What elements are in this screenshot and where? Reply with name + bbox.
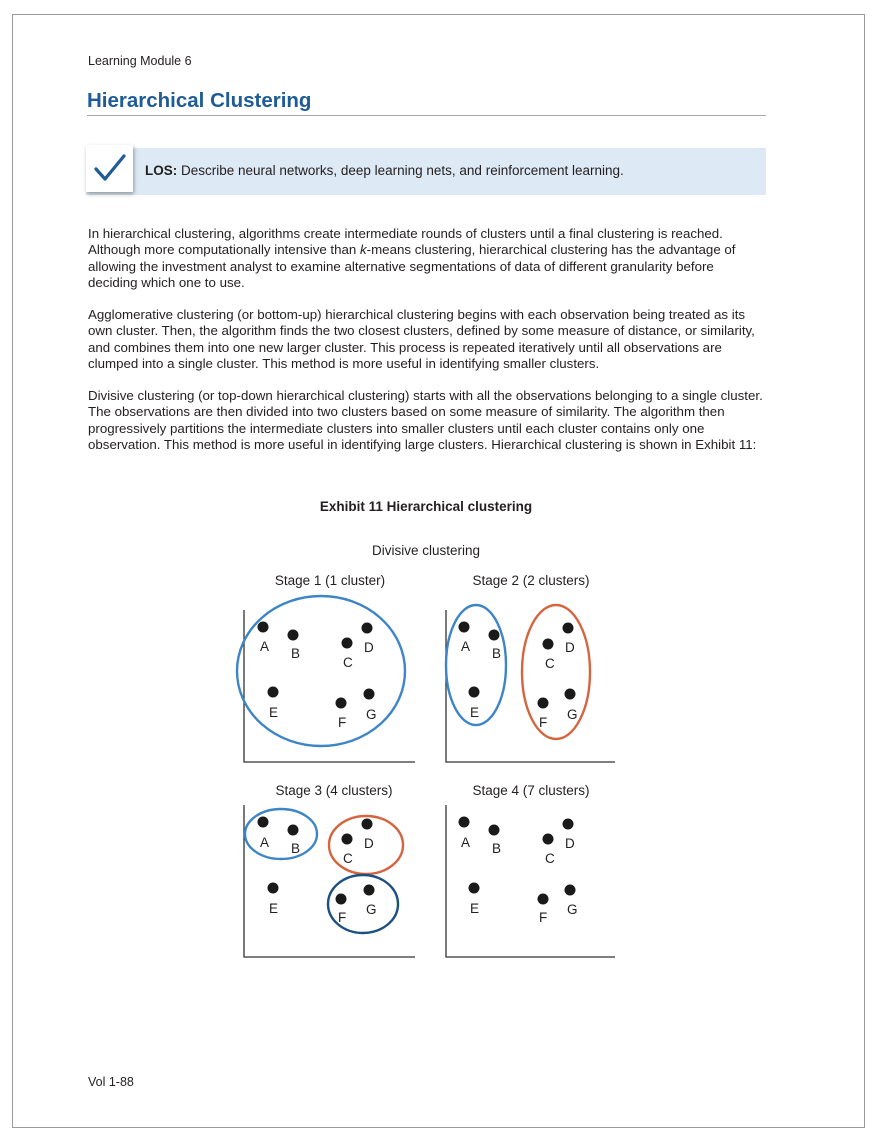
point-d — [362, 623, 373, 634]
stage-2-points — [459, 622, 578, 731]
point-b — [489, 630, 500, 641]
label-b: B — [492, 646, 502, 661]
point-c — [342, 638, 353, 649]
label-g: G — [567, 707, 578, 722]
point-g — [364, 689, 375, 700]
label-e: E — [470, 705, 480, 720]
point-g — [565, 689, 576, 700]
label-a: A — [260, 639, 270, 654]
label-g: G — [567, 902, 578, 917]
los-label: LOS: — [145, 163, 178, 178]
label-d: D — [565, 836, 575, 851]
p1-text-end: -means clustering, hierarchical clustering has the advantage of allowing the investment analyst to examine alternative segmentations of data of different granularity before deciding which one to use. — [88, 242, 736, 290]
label-d: D — [364, 640, 374, 655]
stage-1-label: Stage 1 (1 cluster) — [274, 573, 386, 588]
label-f: F — [338, 715, 347, 730]
point-c — [543, 834, 554, 845]
paragraph-agglomerative: Agglomerative clustering (or bottom-up) hierarchical clustering begins with each observation being treated as its own cluster. Then, the algorithm finds the two closest clusters, defined by some measure of distance, or similarity, and combines them into one new larger cluster. This process is repeated iteratively until all observations are clumped into a single cluster. This method is more useful in identifying smaller clusters. — [88, 307, 755, 371]
point-f — [336, 894, 347, 905]
figure-subtitle: Divisive clustering — [371, 543, 481, 558]
label-b: B — [492, 841, 502, 856]
stage-4-points — [459, 817, 578, 926]
label-b: B — [291, 841, 301, 856]
label-g: G — [366, 707, 377, 722]
label-f: F — [539, 715, 548, 730]
label-a: A — [260, 835, 270, 850]
exhibit-title: Exhibit 11 Hierarchical clustering — [319, 499, 533, 514]
label-b: B — [291, 646, 301, 661]
point-c — [543, 639, 554, 650]
stage-3-cluster-ab — [245, 809, 317, 859]
point-d — [563, 819, 574, 830]
point-g — [364, 885, 375, 896]
label-f: F — [539, 910, 548, 925]
page-number: Vol 1-88 — [88, 1075, 134, 1089]
label-e: E — [269, 705, 279, 720]
stage-1-cluster-all — [237, 596, 405, 746]
point-f — [538, 894, 549, 905]
label-f: F — [338, 910, 347, 925]
label-e: E — [470, 901, 480, 916]
p1-italic-k: k — [360, 242, 367, 258]
point-b — [288, 825, 299, 836]
label-d: D — [565, 640, 575, 655]
los-text: Describe neural networks, deep learning nets, and reinforcement learning. — [181, 163, 624, 178]
label-a: A — [461, 835, 471, 850]
stage-1-points — [258, 622, 377, 731]
label-d: D — [364, 836, 374, 851]
label-a: A — [461, 639, 471, 654]
stage-2-label: Stage 2 (2 clusters) — [472, 573, 590, 588]
label-c: C — [343, 851, 353, 866]
label-c: C — [545, 851, 555, 866]
point-a — [258, 817, 269, 828]
module-label: Learning Module 6 — [88, 54, 192, 68]
label-c: C — [545, 656, 555, 671]
stage-3-label: Stage 3 (4 clusters) — [275, 783, 393, 798]
point-b — [489, 825, 500, 836]
label-c: C — [343, 655, 353, 670]
point-b — [288, 630, 299, 641]
point-a — [459, 817, 470, 828]
point-d — [563, 623, 574, 634]
stage-2-cluster-cdfg — [522, 605, 590, 739]
point-d — [362, 819, 373, 830]
p1-text-start: In hierarchical clustering, algorithms create intermediate rounds of clusters until a final clustering is reached. Although more computationally intensive than — [88, 226, 723, 258]
paragraph-divisive: Divisive clustering (or top-down hierarchical clustering) starts with all the observations belonging to a single cluster. The observations are then divided into two clusters based on some measure of similarity. The algorithm then progressively partitions the intermediate clusters into smaller clusters until each cluster contains only one observation. This method is more useful in identifying large clusters. Hierarchical clustering is shown in Exhibit 11: — [88, 388, 763, 452]
point-g — [565, 885, 576, 896]
stage-3-axes — [244, 805, 415, 957]
stage-1-axes — [244, 610, 415, 762]
point-e — [469, 687, 480, 698]
cluster-outlines — [237, 596, 590, 933]
page-title: Hierarchical Clustering — [87, 89, 312, 112]
point-a — [258, 622, 269, 633]
point-f — [336, 698, 347, 709]
point-c — [342, 834, 353, 845]
label-g: G — [366, 902, 377, 917]
stage-4-label: Stage 4 (7 clusters) — [472, 783, 590, 798]
point-e — [268, 687, 279, 698]
point-e — [469, 883, 480, 894]
point-f — [538, 698, 549, 709]
point-a — [459, 622, 470, 633]
label-e: E — [269, 901, 279, 916]
stage-4-axes — [446, 805, 615, 957]
point-e — [268, 883, 279, 894]
